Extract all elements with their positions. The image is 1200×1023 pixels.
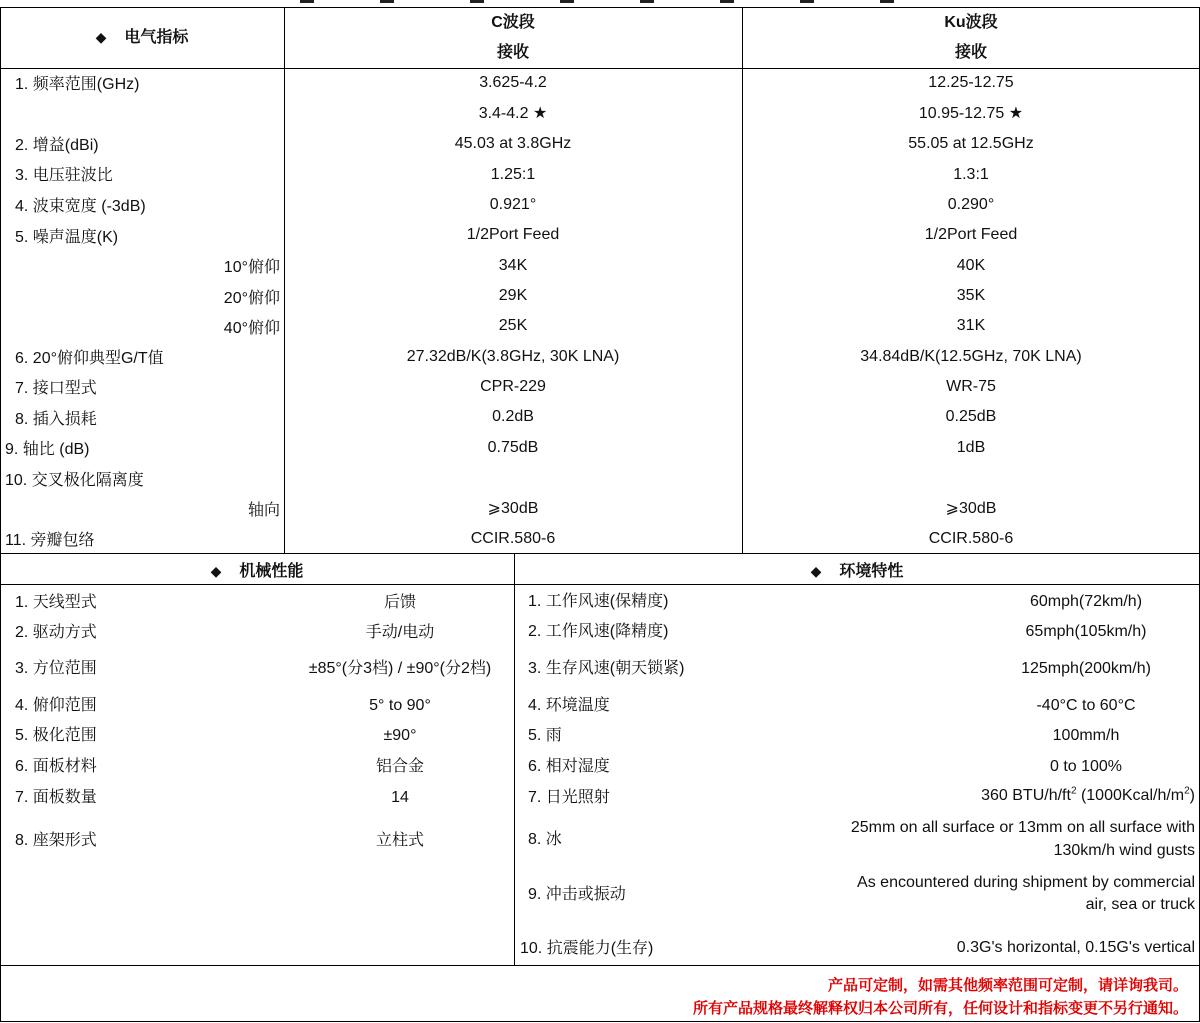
elec-ku-value: 1/2Port Feed — [924, 226, 1018, 243]
mech-value: 后馈 — [383, 594, 416, 611]
diamond-bullet-icon: ◆ — [210, 563, 222, 579]
mech-label: 7. 面板数量 — [15, 789, 97, 806]
mech-label: 2. 驱动方式 — [15, 624, 97, 641]
elec-ku-value: WR-75 — [946, 378, 996, 395]
env-value-line1: 25mm on all surface or 13mm on all surface with — [850, 819, 1195, 836]
elec-c-value: 25K — [498, 317, 528, 334]
elec-label: 6. 20°俯仰典型G/T值 — [15, 350, 164, 367]
mechanical-title: ◆ 机械性能 — [210, 563, 304, 580]
elec-ku-value: 10.95-12.75 ★ — [918, 105, 1024, 122]
elec-ku-value: 0.290° — [947, 196, 995, 213]
mech-label: 8. 座架形式 — [15, 832, 97, 849]
electrical-title: ◆ 电气指标 — [95, 29, 189, 46]
env-label: 4. 环境温度 — [528, 697, 610, 714]
elec-sublabel: 20°俯仰 — [223, 290, 280, 307]
elec-c-value: 0.75dB — [487, 439, 539, 456]
c-band-mode: 接收 — [496, 44, 529, 61]
elec-c-value: 3.4-4.2 ★ — [478, 105, 548, 122]
elec-sublabel: 10°俯仰 — [223, 259, 280, 276]
diamond-bullet-icon: ◆ — [95, 29, 107, 45]
footer-note-custom: 产品可定制，如需其他频率范围可定制，请详询我司。 — [827, 977, 1188, 994]
c-band-header: C波段 — [491, 14, 535, 31]
env-label: 2. 工作风速(降精度) — [528, 623, 669, 640]
elec-ku-value: 1dB — [956, 439, 986, 456]
elec-c-value: 34K — [498, 257, 528, 274]
elec-c-value: 29K — [498, 287, 528, 304]
env-value-line2: air, sea or truck — [1085, 896, 1195, 913]
elec-label: 1. 频率范围(GHz) — [15, 76, 140, 93]
mech-value: 立柱式 — [375, 832, 424, 849]
elec-ku-value: 12.25-12.75 — [928, 74, 1014, 91]
mech-value: 5° to 90° — [369, 697, 431, 714]
elec-sublabel: 40°俯仰 — [223, 320, 280, 337]
elec-label: 3. 电压驻波比 — [15, 167, 113, 184]
env-value: 125mph(200km/h) — [1021, 660, 1151, 677]
mech-value: ±85°(分3档) / ±90°(分2档) — [308, 660, 492, 677]
elec-ku-value: 40K — [956, 257, 986, 274]
elec-ku-value: 35K — [956, 287, 986, 304]
env-value: 0.3G's horizontal, 0.15G's vertical — [956, 939, 1195, 956]
env-value: -40°C to 60°C — [1036, 697, 1136, 714]
elec-sublabel: 轴向 — [247, 502, 280, 519]
elec-ku-value: 34.84dB/K(12.5GHz, 70K LNA) — [860, 348, 1082, 365]
elec-label: 5. 噪声温度(K) — [15, 229, 119, 246]
elec-ku-value: CCIR.580-6 — [928, 530, 1014, 547]
elec-c-value: 1.25:1 — [490, 166, 536, 183]
elec-ku-value: ⩾30dB — [945, 500, 997, 517]
env-value: 60mph(72km/h) — [1029, 593, 1143, 610]
elec-c-value: CPR-229 — [480, 378, 546, 395]
elec-c-value: 27.32dB/K(3.8GHz, 30K LNA) — [406, 348, 620, 365]
env-value-line2: 130km/h wind gusts — [1053, 842, 1195, 859]
ku-band-mode: 接收 — [954, 44, 987, 61]
mech-label: 3. 方位范围 — [15, 660, 97, 677]
env-value: 100mm/h — [1052, 727, 1120, 744]
elec-ku-value: 31K — [956, 317, 986, 334]
elec-c-value: 3.625-4.2 — [479, 74, 547, 91]
elec-c-value: 0.921° — [489, 196, 537, 213]
env-label: 9. 冲击或振动 — [528, 886, 626, 903]
mech-label: 6. 面板材料 — [15, 758, 97, 775]
env-label: 3. 生存风速(朝天锁紧) — [528, 660, 685, 677]
env-value-sunlight: 360 BTU/$h/ft^2$ $(1000Kcal/h/m^2)$ — [981, 785, 1195, 804]
elec-label: 8. 插入损耗 — [15, 411, 97, 428]
elec-ku-value: 1.3:1 — [953, 166, 989, 183]
mech-label: 4. 俯仰范围 — [15, 697, 97, 714]
env-value-line1: As encountered during shipment by commercial — [857, 874, 1195, 891]
elec-c-value: 45.03 at 3.8GHz — [454, 135, 572, 152]
env-label: 1. 工作风速(保精度) — [528, 593, 669, 610]
mech-value: ±90° — [383, 727, 417, 744]
env-value: 0 to 100% — [1049, 758, 1123, 775]
footer-note-disclaimer: 所有产品规格最终解释权归本公司所有，任何设计和指标变更不另行通知。 — [692, 1000, 1188, 1017]
elec-label: 11. 旁瓣包络 — [5, 532, 95, 549]
env-label: 10. 抗震能力(生存) — [520, 940, 654, 957]
elec-c-value: ⩾30dB — [487, 500, 539, 517]
mech-value: 铝合金 — [375, 758, 424, 775]
mech-label: 5. 极化范围 — [15, 727, 97, 744]
elec-c-value: CCIR.580-6 — [470, 530, 556, 547]
environmental-title: ◆ 环境特性 — [810, 563, 904, 580]
elec-label: 7. 接口型式 — [15, 380, 97, 397]
env-value: 65mph(105km/h) — [1025, 623, 1147, 640]
env-label: 8. 冰 — [528, 831, 562, 848]
elec-label: 9. 轴比 (dB) — [5, 441, 90, 458]
env-label: 7. 日光照射 — [528, 789, 610, 806]
ku-band-header: Ku波段 — [944, 14, 998, 31]
elec-c-value: 0.2dB — [492, 408, 534, 425]
elec-c-value: 1/2Port Feed — [466, 226, 560, 243]
mech-label: 1. 天线型式 — [15, 594, 97, 611]
elec-label: 10. 交叉极化隔离度 — [5, 472, 144, 489]
diamond-bullet-icon: ◆ — [810, 563, 822, 579]
elec-label: 2. 增益(dBi) — [15, 137, 99, 154]
elec-ku-value: 55.05 at 12.5GHz — [908, 135, 1034, 152]
elec-label: 4. 波束宽度 (-3dB) — [15, 198, 146, 215]
top-cropped-text — [0, 0, 1200, 3]
env-label: 5. 雨 — [528, 727, 562, 744]
env-label: 6. 相对湿度 — [528, 758, 610, 775]
mech-value: 手动/电动 — [365, 624, 435, 641]
elec-ku-value: 0.25dB — [945, 408, 997, 425]
mech-value: 14 — [391, 789, 409, 806]
